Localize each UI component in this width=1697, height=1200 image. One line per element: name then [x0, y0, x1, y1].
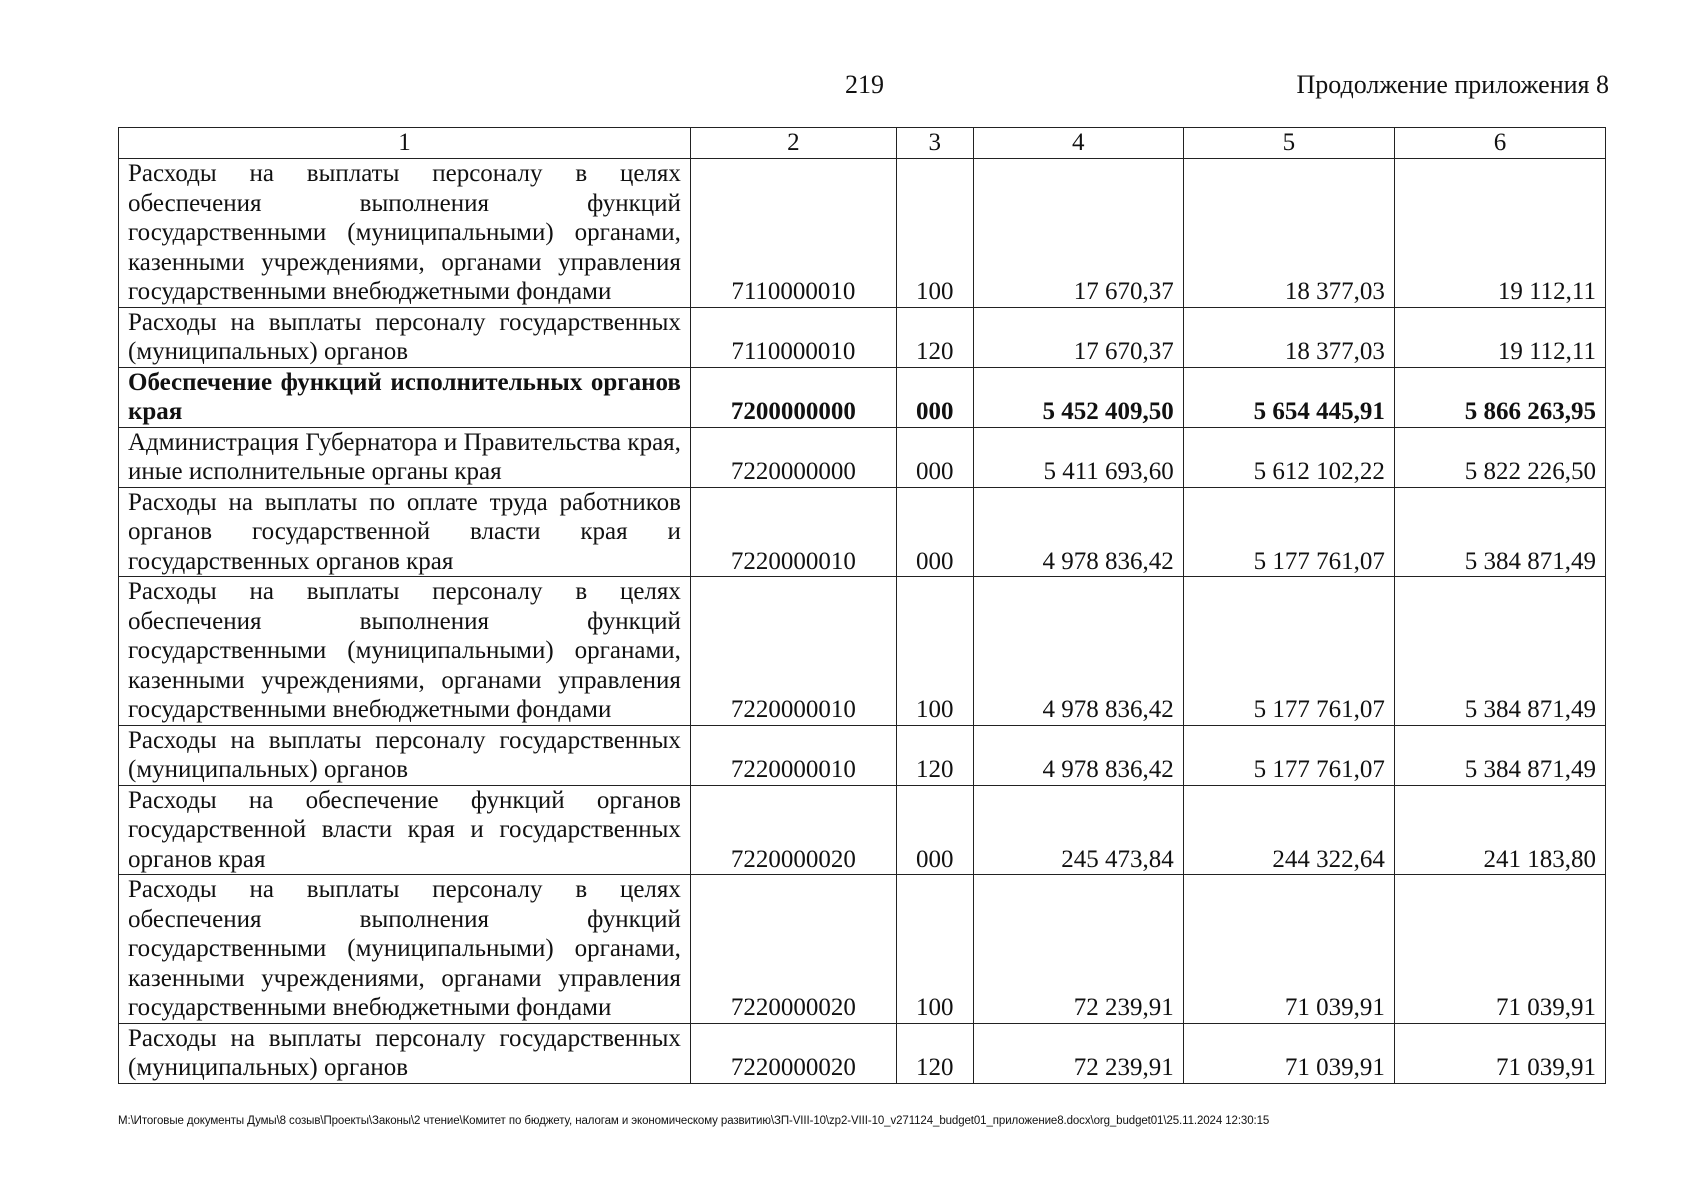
- amount-year3-cell: 71 039,91: [1394, 875, 1605, 1024]
- table-row: [119, 367, 1606, 427]
- amount-year3-cell: 5 384 871,49: [1394, 577, 1605, 726]
- target-code-cell: 7220000000: [690, 427, 896, 487]
- budget-table: [118, 127, 1606, 1084]
- expense-name-cell: Расходы на обеспечение функций органов государственной власти края и государственных органов края: [119, 785, 691, 875]
- page-number: 219: [845, 70, 884, 99]
- expense-name-cell: Расходы на выплаты персоналу государственных (муниципальных) органов: [119, 307, 691, 367]
- table-row: [119, 577, 1606, 726]
- expense-name-cell: Расходы на выплаты персоналу в целях обеспечения выполнения функций государственными (муниципальными) органами, казенными учреждениями, органами управления государственными внебюджетными фондами: [119, 875, 691, 1024]
- table-row: [119, 487, 1606, 577]
- expense-kind-cell: 100: [896, 875, 973, 1024]
- expense-kind-cell: 100: [896, 577, 973, 726]
- expense-name-cell: Обеспечение функций исполнительных органов края: [119, 367, 691, 427]
- amount-year2-cell: 18 377,03: [1183, 307, 1394, 367]
- expense-kind-cell: 120: [896, 1023, 973, 1083]
- amount-year3-cell: 5 384 871,49: [1394, 487, 1605, 577]
- target-code-cell: 7220000020: [690, 785, 896, 875]
- target-code-cell: 7220000020: [690, 875, 896, 1024]
- amount-year2-cell: 71 039,91: [1183, 1023, 1394, 1083]
- column-header: 4: [973, 128, 1183, 159]
- column-header: 2: [690, 128, 896, 159]
- amount-year2-cell: 5 177 761,07: [1183, 577, 1394, 726]
- amount-year3-cell: 5 822 226,50: [1394, 427, 1605, 487]
- expense-kind-cell: 120: [896, 725, 973, 785]
- amount-year2-cell: 71 039,91: [1183, 875, 1394, 1024]
- column-header: 6: [1394, 128, 1605, 159]
- expense-kind-cell: 100: [896, 159, 973, 308]
- table-row: [119, 875, 1606, 1024]
- target-code-cell: 7220000010: [690, 725, 896, 785]
- table-row: [119, 785, 1606, 875]
- amount-year2-cell: 5 177 761,07: [1183, 487, 1394, 577]
- expense-name-cell: Расходы на выплаты по оплате труда работников органов государственной власти края и государственных органов края: [119, 487, 691, 577]
- target-code-cell: 7110000010: [690, 307, 896, 367]
- expense-kind-cell: 000: [896, 427, 973, 487]
- amount-year3-cell: 5 384 871,49: [1394, 725, 1605, 785]
- amount-year1-cell: 17 670,37: [973, 307, 1183, 367]
- document-file-path: M:\Итоговые документы Думы\8 созыв\Проекты\Законы\2 чтение\Комитет по бюджету, налогам и экономическому развитию\ЗП-VIII-10\zp2-VIII-10_v271124_budget01_приложение8.docx\org_budget01\25.11.2024 12:30:15: [118, 1115, 1270, 1127]
- column-header: 1: [119, 128, 691, 159]
- amount-year2-cell: 5 177 761,07: [1183, 725, 1394, 785]
- amount-year1-cell: 245 473,84: [973, 785, 1183, 875]
- amount-year1-cell: 5 452 409,50: [973, 367, 1183, 427]
- column-header: 3: [896, 128, 973, 159]
- amount-year1-cell: 5 411 693,60: [973, 427, 1183, 487]
- expense-name-cell: Администрация Губернатора и Правительства края, иные исполнительные органы края: [119, 427, 691, 487]
- amount-year3-cell: 241 183,80: [1394, 785, 1605, 875]
- appendix-continuation-note: Продолжение приложения 8: [1296, 70, 1609, 99]
- expense-name-cell: Расходы на выплаты персоналу в целях обеспечения выполнения функций государственными (муниципальными) органами, казенными учреждениями, органами управления государственными внебюджетными фондами: [119, 159, 691, 308]
- table-row: [119, 1023, 1606, 1083]
- expense-kind-cell: 000: [896, 367, 973, 427]
- expense-name-cell: Расходы на выплаты персоналу государственных (муниципальных) органов: [119, 725, 691, 785]
- expense-kind-cell: 120: [896, 307, 973, 367]
- column-header: 5: [1183, 128, 1394, 159]
- column-number-header-row: [119, 128, 1606, 159]
- amount-year2-cell: 5 612 102,22: [1183, 427, 1394, 487]
- expense-kind-cell: 000: [896, 487, 973, 577]
- amount-year1-cell: 72 239,91: [973, 875, 1183, 1024]
- amount-year3-cell: 19 112,11: [1394, 159, 1605, 308]
- amount-year1-cell: 72 239,91: [973, 1023, 1183, 1083]
- table-row: [119, 307, 1606, 367]
- table-row: [119, 725, 1606, 785]
- amount-year2-cell: 244 322,64: [1183, 785, 1394, 875]
- amount-year3-cell: 71 039,91: [1394, 1023, 1605, 1083]
- amount-year3-cell: 19 112,11: [1394, 307, 1605, 367]
- target-code-cell: 7220000020: [690, 1023, 896, 1083]
- target-code-cell: 7220000010: [690, 577, 896, 726]
- amount-year1-cell: 4 978 836,42: [973, 577, 1183, 726]
- amount-year2-cell: 18 377,03: [1183, 159, 1394, 308]
- expense-name-cell: Расходы на выплаты персоналу в целях обеспечения выполнения функций государственными (муниципальными) органами, казенными учреждениями, органами управления государственными внебюджетными фондами: [119, 577, 691, 726]
- amount-year3-cell: 5 866 263,95: [1394, 367, 1605, 427]
- expense-name-cell: Расходы на выплаты персоналу государственных (муниципальных) органов: [119, 1023, 691, 1083]
- target-code-cell: 7110000010: [690, 159, 896, 308]
- table-row: [119, 159, 1606, 308]
- amount-year1-cell: 4 978 836,42: [973, 725, 1183, 785]
- amount-year1-cell: 4 978 836,42: [973, 487, 1183, 577]
- expense-kind-cell: 000: [896, 785, 973, 875]
- target-code-cell: 7200000000: [690, 367, 896, 427]
- amount-year2-cell: 5 654 445,91: [1183, 367, 1394, 427]
- table-row: [119, 427, 1606, 487]
- target-code-cell: 7220000010: [690, 487, 896, 577]
- amount-year1-cell: 17 670,37: [973, 159, 1183, 308]
